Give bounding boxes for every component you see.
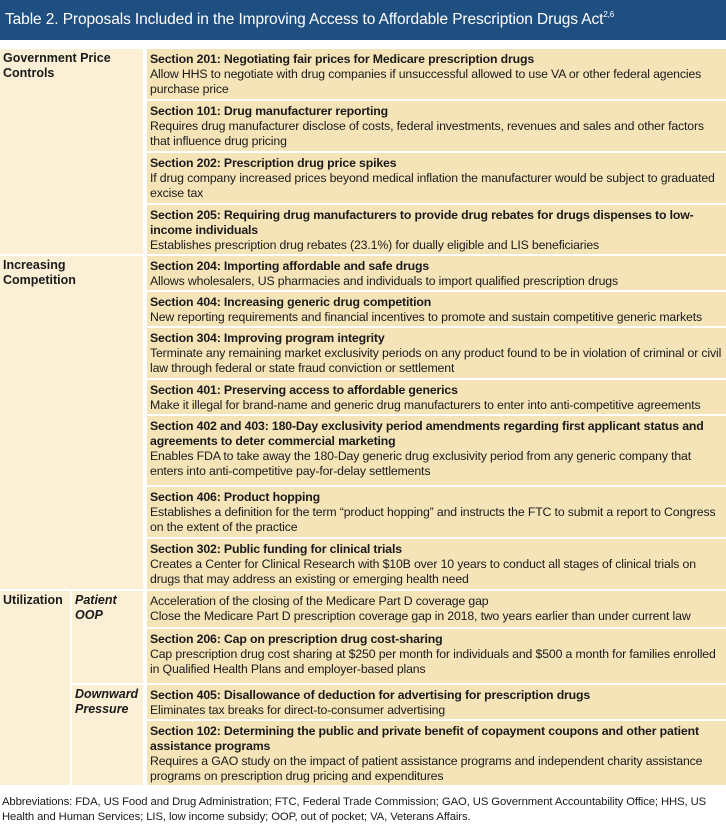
row-description: Allow HHS to negotiate with drug companies if unsuccessful allowed to use VA or other federal agencies purchase price <box>150 67 702 96</box>
category-utilization: Utilization <box>0 591 70 785</box>
row-heading: Section 101: Drug manufacturer reporting <box>150 104 388 118</box>
title-reference: 2,6 <box>603 10 615 19</box>
abbreviations-footnote: Abbreviations: FDA, US Food and Drug Administration; FTC, Federal Trade Commission; GAO, US Government Accountability Office; HHS, US Health and Human Services; LIS, low income subsidy; OOP, out of pocket; VA, Veterans Affairs. <box>2 796 707 823</box>
row-description: Eliminates tax breaks for direct-to-consumer advertising <box>150 703 446 717</box>
row-heading: Section 406: Product hopping <box>150 490 321 504</box>
subcategory-patient-oop: Patient OOP <box>72 591 143 683</box>
row-heading: Section 206: Cap on prescription drug cost-sharing <box>150 632 443 646</box>
row-description: Terminate any remaining market exclusivity periods on any product found to be in violation of criminal or civil law through federal or state fraud conviction or settlement <box>150 346 722 375</box>
row-description: Establishes a definition for the term “product hopping” and instructs the FTC to submit a report to Congress on the extent of the practice <box>150 505 716 534</box>
category-government-price-controls: Government Price Controls <box>0 49 143 254</box>
row-heading: Section 102: Determining the public and private benefit of copayment coupons and other patient assistance programs <box>150 724 699 753</box>
table-row <box>147 416 726 485</box>
row-description: Cap prescription drug cost sharing at $250 per month for individuals and $500 a month for families enrolled in Qualified Health Plans and employer-based plans <box>150 647 716 676</box>
table-title-text: Table 2. Proposals Included in the Improving Access to Affordable Prescription Drugs Act <box>5 11 604 28</box>
table-row <box>147 205 726 254</box>
row-heading: Section 401: Preserving access to affordable generics <box>150 383 458 397</box>
table-row <box>147 591 726 627</box>
row-description: New reporting requirements and financial incentives to promote and sustain competitive generic markets <box>150 310 703 324</box>
row-heading: Section 405: Disallowance of deduction for advertising for prescription drugs <box>150 688 591 702</box>
table-row <box>147 721 726 785</box>
table-title <box>0 0 726 40</box>
table-row <box>147 539 726 589</box>
row-heading: Section 404: Increasing generic drug competition <box>150 295 432 309</box>
row-description: Creates a Center for Clinical Research with $10B over 10 years to conduct all stages of clinical trials on drugs that may address an existing or emerging health need <box>150 557 696 586</box>
table-row <box>147 380 726 414</box>
row-description: Establishes prescription drug rebates (23.1%) for dually eligible and LIS beneficiaries <box>150 238 600 252</box>
row-description: Make it illegal for brand-name and generic drug manufacturers to enter into anti-competitive agreements <box>150 398 701 412</box>
category-increasing-competition: Increasing Competition <box>0 256 143 589</box>
row-description: Allows wholesalers, US pharmacies and individuals to import qualified prescription drugs <box>150 274 618 288</box>
subcategory-downward-pressure: Downward Pressure <box>72 685 143 785</box>
row-description: Requires drug manufacturer disclose of costs, federal investments, revenues and sales and other factors that influence drug pricing <box>150 119 704 148</box>
row-heading: Section 402 and 403: 180-Day exclusivity period amendments regarding first applicant status and agreements to deter commercial marketing <box>150 419 704 448</box>
table-row <box>147 685 726 719</box>
table-row <box>147 487 726 537</box>
row-description: If drug company increased prices beyond medical inflation the manufacturer would be subject to graduated excise tax <box>150 171 715 200</box>
row-description: Close the Medicare Part D prescription coverage gap in 2018, two years earlier than under current law <box>150 609 691 623</box>
table-row <box>147 292 726 326</box>
row-heading: Section 202: Prescription drug price spikes <box>150 156 397 170</box>
row-heading: Section 302: Public funding for clinical trials <box>150 542 402 556</box>
row-heading: Acceleration of the closing of the Medicare Part D coverage gap <box>150 594 489 608</box>
row-heading: Section 205: Requiring drug manufacturers to provide drug rebates for drugs dispenses to low-income individuals <box>150 208 694 237</box>
row-heading: Section 204: Importing affordable and safe drugs <box>150 259 430 273</box>
table-row <box>147 49 726 99</box>
table-row <box>147 629 726 683</box>
row-description: Requires a GAO study on the impact of patient assistance programs and independent charity assistance programs on prescription drug pricing and expenditures <box>150 754 703 783</box>
table-row <box>147 328 726 378</box>
table-row <box>147 153 726 203</box>
table-row <box>147 256 726 290</box>
row-description: Enables FDA to take away the 180-Day generic drug exclusivity period from any generic company that enters into anti-competitive pay-for-delay settlements <box>150 449 691 478</box>
table-row <box>147 101 726 151</box>
row-heading: Section 201: Negotiating fair prices for Medicare prescription drugs <box>150 52 535 66</box>
row-heading: Section 304: Improving program integrity <box>150 331 385 345</box>
